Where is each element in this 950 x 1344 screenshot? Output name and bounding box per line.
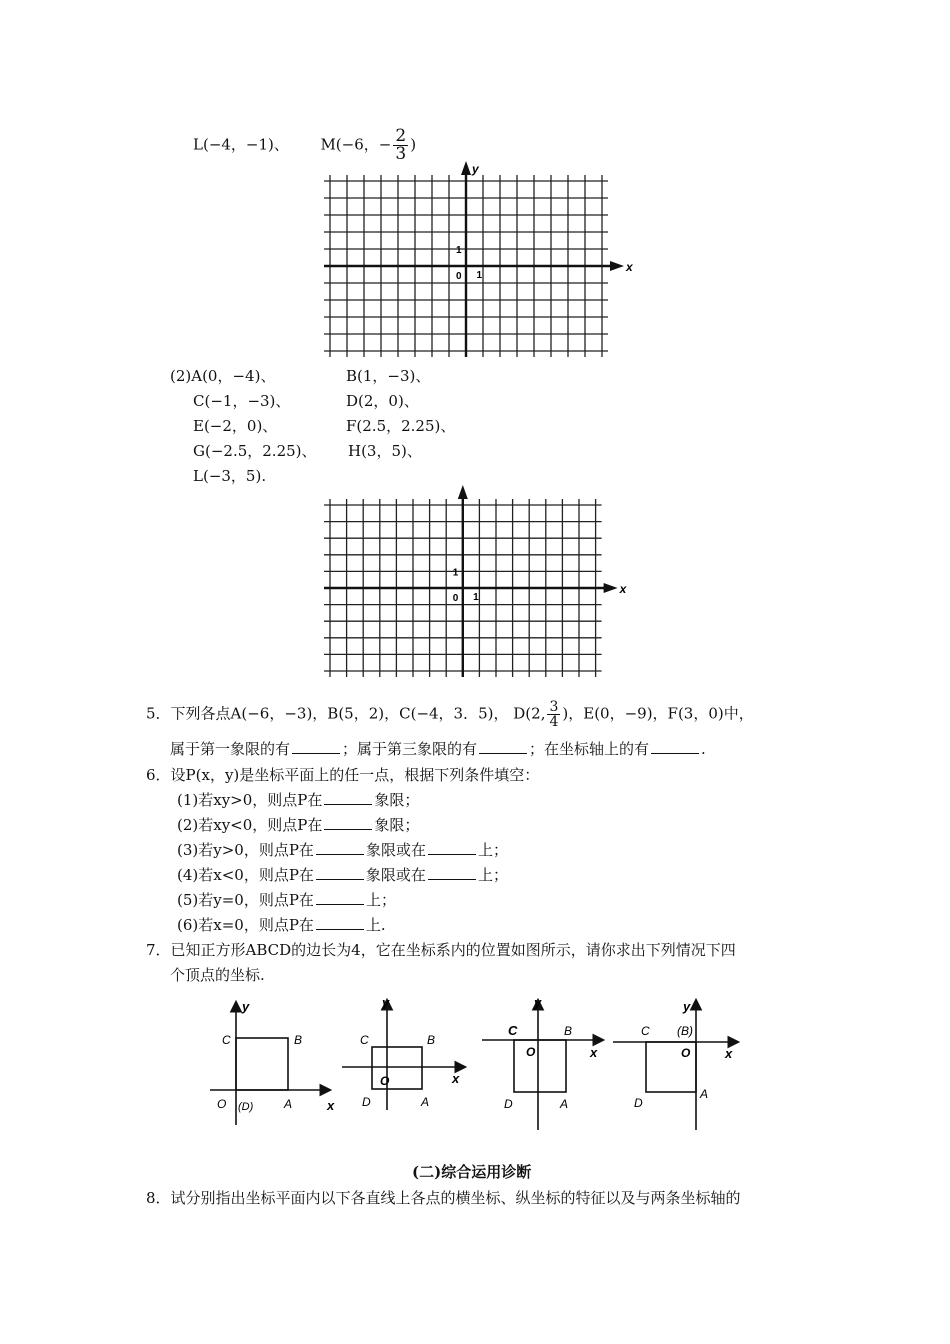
q4-part2-row3b: F(2.5，2.25)、 <box>346 417 456 435</box>
unit-label-y: 1 <box>456 245 462 256</box>
q4-part2-row4b: H(3，5)、 <box>348 442 422 460</box>
axis-label-x: x <box>590 1045 598 1060</box>
unit-label-x: 1 <box>476 270 483 281</box>
q6-case6: (6)若x=0，则点P在 上. <box>177 916 386 934</box>
fraction-two-thirds: $\frac{2}{3}$ <box>395 126 407 164</box>
vertex-label-c: C <box>508 1023 518 1038</box>
q6-case5: (5)若y=0，则点P在 上； <box>177 891 396 909</box>
square-figure-2 <box>338 995 478 1135</box>
axis-label-y: y <box>683 999 691 1014</box>
axis-label-x: x <box>452 1071 460 1086</box>
origin-label: O <box>526 1045 536 1059</box>
vertex-label-a: A <box>284 1097 293 1111</box>
answer-blank[interactable] <box>316 915 364 930</box>
vertex-label-a: A <box>700 1087 709 1101</box>
q7-line2: 个顶点的坐标. <box>170 966 265 984</box>
answer-blank[interactable] <box>324 790 372 805</box>
vertex-label-b: (B) <box>677 1024 693 1038</box>
origin-label: O <box>217 1097 227 1111</box>
vertex-label-b: B <box>564 1024 573 1038</box>
answer-blank[interactable] <box>324 815 372 830</box>
answer-blank[interactable] <box>316 865 364 880</box>
q6-stem: 6．设P(x，y)是坐标平面上的任一点，根据下列条件填空： <box>146 766 540 784</box>
vertex-label-b: B <box>427 1033 436 1047</box>
answer-blank[interactable] <box>479 739 527 754</box>
vertex-label-c: C <box>222 1033 231 1047</box>
axis-label-x: x <box>626 260 633 274</box>
origin-label: O <box>681 1046 691 1060</box>
vertex-label-c: C <box>360 1033 369 1047</box>
q6-case2: (2)若xy<0，则点P在 象限； <box>177 816 420 834</box>
q4-point-line: L(−4，−1)、 M(−6，− $\frac{2}{3}$ ) <box>193 126 417 164</box>
vertex-label-d: D <box>634 1096 643 1110</box>
answer-blank[interactable] <box>292 739 340 754</box>
answer-blank[interactable] <box>428 865 476 880</box>
fraction-three-quarters: $\frac{3}{4}$ <box>549 699 559 730</box>
q4-part2-row1b: B(1，−3)、 <box>346 367 431 385</box>
vertex-label-b: B <box>294 1033 303 1047</box>
unit-label-y: 1 <box>452 567 459 579</box>
answer-blank[interactable] <box>316 840 364 855</box>
axis-label-x: x <box>327 1098 335 1113</box>
q4-part2-row3a: E(−2，0)、 <box>193 417 278 435</box>
vertex-label-c: C <box>641 1024 650 1038</box>
q4-part2-row2a: C(−1，−3)、 <box>193 392 291 410</box>
q4-part2-row5a: L(−3，5). <box>193 467 267 485</box>
vertex-label-d: D <box>362 1095 371 1109</box>
origin-label: 0 <box>456 271 462 282</box>
section-title: (二)综合运用诊断 <box>412 1163 532 1181</box>
answer-blank[interactable] <box>316 890 364 905</box>
answer-blank[interactable] <box>428 840 476 855</box>
origin-label: O <box>380 1074 390 1088</box>
q4-part2-row1a: (2)A(0，−4)、 <box>170 367 276 385</box>
axis-label-x: x <box>619 582 627 596</box>
axis-label-y: y <box>472 162 479 176</box>
axis-label-x: x <box>725 1046 733 1061</box>
q6-case1: (1)若xy>0，则点P在 象限； <box>177 791 420 809</box>
y-axis-arrow <box>458 485 468 499</box>
x-axis-arrow <box>604 583 618 593</box>
origin-label: 0 <box>452 593 459 604</box>
q6-case4: (4)若x<0，则点P在 象限或在 上； <box>177 866 508 884</box>
vertex-label-a: A <box>560 1097 569 1111</box>
vertex-label-d: (D) <box>238 1101 254 1113</box>
axis-label-y: y <box>382 995 390 1010</box>
square-figure-1 <box>205 995 345 1135</box>
q6-case3: (3)若y>0，则点P在 象限或在 上； <box>177 841 508 859</box>
q4-part2-row4a: G(−2.5，2.25)、 <box>193 442 317 460</box>
vertex-label-d: D <box>504 1097 513 1111</box>
square-figure-3 <box>480 995 620 1135</box>
axis-label-y: y <box>242 999 250 1014</box>
q8-line1: 8．试分别指出坐标平面内以下各直线上各点的横坐标、纵坐标的特征以及与两条坐标轴的 <box>146 1189 741 1207</box>
q7-line1: 7．已知正方形ABCD的边长为4，它在坐标系内的位置如图所示，请你求出下列情况下四 <box>146 941 736 959</box>
q5-line1: 5．下列各点A(−6，−3)，B(5，2)，C(−4，3．5)， D(2, $\frac{3}{4}$ )，E(0，−9)，F(3，0)中， <box>146 699 754 730</box>
q4-part2-row2b: D(2，0)、 <box>346 392 419 410</box>
answer-blank[interactable] <box>651 739 699 754</box>
unit-label-x: 1 <box>473 592 479 603</box>
square-figure-4 <box>613 995 753 1135</box>
axis-label-y: y <box>534 995 542 1010</box>
q5-line2: 属于第一象限的有 ；属于第三象限的有 ；在坐标轴上的有 . <box>170 740 706 758</box>
vertex-label-a: A <box>421 1095 430 1109</box>
